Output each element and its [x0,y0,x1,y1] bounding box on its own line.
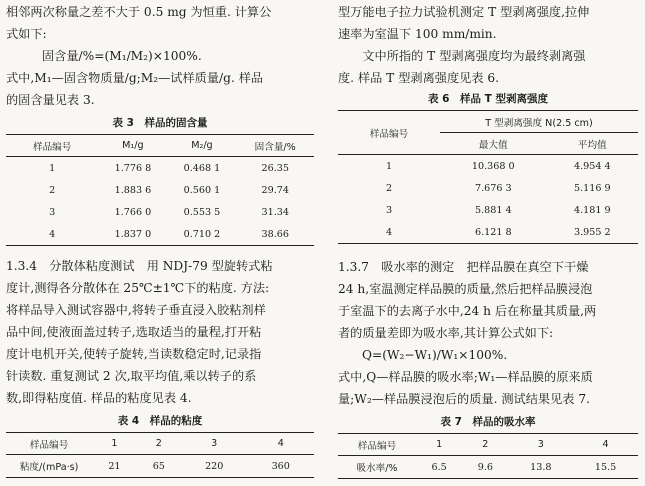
left-para3 [6,255,314,409]
table-cell: 10.368 0 [471,160,515,172]
table-cell: 0.553 5 [183,206,221,218]
table3 [6,134,314,246]
table-cell: 65 [152,460,165,472]
table-cell: 29.74 [261,184,289,196]
table-cell: 31.34 [261,206,289,218]
table-header: 4 [247,433,314,455]
table-cell: 4 [385,226,393,238]
text-line: 24 h,室温测定样品膜的质量,然后把样品膜浸泡 [338,282,593,296]
table-row [338,221,638,244]
table-header: 样品编号 [338,434,416,456]
table-row [6,157,314,180]
table-cell: 5.881 4 [474,204,512,216]
table-cell: 5.116 9 [573,182,611,194]
table7 [338,433,638,479]
table-header: 2 [462,434,508,456]
table-cell: 1.837 0 [114,228,152,240]
table-cell: 6.121 8 [474,226,512,238]
table-cell: 9.6 [477,461,493,473]
text-line: 量;W₂—样品膜浸泡后的质量. 测试结果见表 7. [338,392,590,406]
formula-water-absorption: Q=(W₂−W₁)/W₁×100%. [362,348,508,362]
table-cell: 4.181 9 [573,204,611,216]
text-line: 式中,Q—样品膜的吸水率;W₁—样品膜的原来质 [338,370,593,384]
text-line: 度. 样品 T 型剥离强度见表 6. [338,71,500,85]
text-line: 式中,M₁—固含物质量/g;M₂—试样质量/g. 样品 [6,71,264,85]
table-cell: 0.468 1 [183,162,221,174]
table-cell: 3 [385,204,393,216]
table-cell: 1 [385,160,393,172]
table-cell: 1.776 8 [114,162,152,174]
table-cell: 3.955 2 [573,226,611,238]
text-line: 文中所指的 T 型剥离强度均为最终剥离强 [338,49,586,63]
left-para2 [6,67,314,111]
text-line: 型万能电子拉力试验机测定 T 型剥离强度,拉伸 [338,5,590,19]
text-line: 速率为室温下 100 mm/min. [338,27,497,41]
table-cell: 2 [49,184,56,196]
text-line: 数,即得粘度值. 样品的粘度见表 4. [6,391,192,405]
text-line: 式如下: [6,27,47,41]
table-cell: 26.35 [261,162,289,174]
table-cell: 吸水率/% [356,463,398,474]
text-line: 度计,测得各分散体在 25℃±1℃下的粘度. 方法: [6,281,270,295]
table7-caption: 表 7 样品的吸水率 [440,416,536,428]
table-header: 3 [508,434,573,456]
table-row [338,456,638,479]
table-header: M₂/g [167,135,236,157]
table-cell: 粘度/(mPa·s) [19,462,79,473]
table-row [338,177,638,199]
table-row [6,455,314,478]
table-cell: 0.560 1 [183,184,221,196]
table-header-row [338,434,638,456]
table-cell: 13.8 [530,461,552,473]
table-row [338,155,638,178]
table-cell: 6.5 [431,461,447,473]
right-para3 [338,366,638,410]
right-para1 [338,1,638,89]
text-line: 者的质量差即为吸水率,其计算公式如下: [338,326,554,340]
table-header: M₁/g [98,135,167,157]
text-line: 相邻两次称量之差不大于 0.5 mg 为恒重. 计算公 [6,5,272,19]
text-line: 将样品导入测试容器中,将转子垂直浸入胶粘剂样 [6,303,266,317]
table-header: 4 [573,434,638,456]
table-cell: 7.676 3 [474,182,512,194]
table-header-group: T 型剥离强度 N(2.5 cm) [440,111,638,133]
table-cell: 1.766 0 [114,206,152,218]
table-cell: 1.883 6 [114,184,152,196]
table-header: 样品编号 [338,111,440,155]
text-line: 的固含量见表 3. [6,93,95,107]
text-line: 1.3.7 吸水率的测定 把样品膜在真空下干燥 [338,260,589,274]
right-para2 [338,256,638,344]
table-cell: 4.954 4 [573,160,611,172]
table3-caption: 表 3 样品的固含量 [112,117,208,129]
table4-caption: 表 4 样品的粘度 [117,415,203,427]
table-header-row [338,111,638,133]
table-row [6,179,314,201]
table-header: 样品编号 [6,135,98,157]
right-column [338,0,638,479]
table-header: 3 [181,433,248,455]
table-row [6,201,314,223]
formula-solid-content: 固含量/%=(M₁/M₂)×100%. [42,49,202,63]
table-header: 固含量/% [236,135,314,157]
table-cell: 1 [49,162,56,174]
table-cell: 4 [49,228,56,240]
table-cell: 2 [385,182,393,194]
text-line: 度计电机开关,使转子旋转,当读数稳定时,记录指 [6,347,262,361]
table-header-row [6,433,314,455]
table-header-row [6,135,314,157]
table-cell: 3 [49,206,56,218]
text-line: 品中间,使液面盖过转子,选取适当的量程,打开粘 [6,325,262,339]
table-cell: 21 [108,460,121,472]
table4 [6,432,314,478]
table-row [6,223,314,246]
table6-caption: 表 6 样品 T 型剥离强度 [428,93,548,105]
table-header: 1 [92,433,136,455]
text-line: 于室温下的去离子水中,24 h 后在称量其质量,两 [338,304,597,318]
table-cell: 38.66 [261,228,289,240]
table-cell: 360 [271,460,290,472]
table-row [338,199,638,221]
table-header: 样品编号 [6,433,92,455]
left-column [6,0,314,478]
table-cell: 0.710 2 [183,228,221,240]
table-header: 1 [416,434,462,456]
left-para1 [6,1,314,45]
table-header: 平均值 [547,133,638,155]
table-cell: 220 [205,460,224,472]
table-header: 2 [137,433,181,455]
table-header: 最大值 [440,133,547,155]
text-line: 针读数. 重复测试 2 次,取平均值,乘以转子的系 [6,369,257,383]
table-cell: 15.5 [594,461,617,473]
table6 [338,110,638,244]
text-line: 1.3.4 分散体粘度测试 用 NDJ-79 型旋转式粘 [6,259,273,273]
